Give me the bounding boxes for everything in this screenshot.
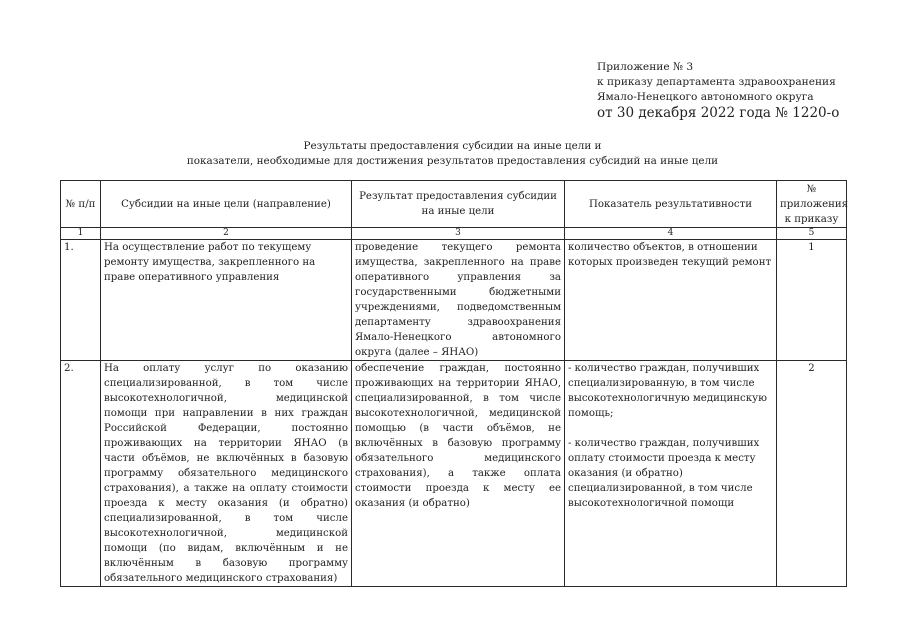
row-number: 2.	[61, 361, 101, 587]
row-indicator	[565, 361, 777, 587]
table-header-row	[61, 181, 847, 228]
row-direction: На оплату услуг по оказанию специализированной, в том числе высокотехнологичной, медицинской помощи при направлении в них граждан Российской Федерации, постоянно проживающих на территории ЯНАО (в части объёмов, не включённых в базовую программу обязательного медицинского страхования), а также на оплату стоимости проезда к месту оказания (и обратно) специализированной, в том числе высокотехнологичной, медицинской помощи (по видам, включённым и не включённым в базовую программу обязательного медицинского страхования)	[101, 361, 352, 587]
appendix-region: Ямало-Ненецкого автономного округа	[597, 91, 814, 103]
row-indicator	[565, 240, 777, 361]
column-number: 2	[101, 228, 352, 240]
title-line-1: Результаты предоставления субсидии на иные цели и	[303, 140, 602, 152]
column-number: 3	[352, 228, 565, 240]
appendix-order-date: от 30 декабря 2022 года № 1220-о	[597, 105, 840, 121]
column-numbers-row	[61, 228, 847, 240]
row-direction: На осуществление работ по текущему ремонту имущества, закрепленного на праве оперативного управления	[101, 240, 352, 361]
indicator-text: - количество граждан, получивших специализированную, в том числе высокотехнологичную медицинскую помощь;	[568, 363, 767, 419]
column-number: 5	[777, 228, 847, 240]
header-result: Результат предоставления субсидии на иные цели	[352, 181, 565, 228]
results-table	[60, 180, 847, 587]
title-line-2: показатели, необходимые для достижения результатов предоставления субсидий на иные цели	[186, 155, 719, 167]
row-number: 1.	[61, 240, 101, 361]
appendix-order-ref: к приказу департамента здравоохранения	[597, 76, 836, 88]
row-result: обеспечение граждан, постоянно проживающих на территории ЯНАО, специализированной, в том числе высокотехнологичной, медицинской помощью (в части объёмов, не включённых в базовую программу обязательного медицинского страхования), а также оплата стоимости проезда к месту ее оказания (и обратно)	[352, 361, 565, 587]
column-number: 1	[61, 228, 101, 240]
appendix-block	[597, 60, 897, 122]
row-result: проведение текущего ремонта имущества, закрепленного на праве оперативного управления за государственными бюджетными учреждениями, подведомственным департаменту здравоохранения Ямало-Ненецкого автономного округа (далее – ЯНАО)	[352, 240, 565, 361]
table-row	[61, 361, 847, 587]
document-title	[60, 139, 845, 169]
column-number: 4	[565, 228, 777, 240]
table-row	[61, 240, 847, 361]
indicator-text: количество объектов, в отношении которых произведен текущий ремонт	[568, 242, 772, 268]
header-direction: Субсидии на иные цели (направление)	[101, 181, 352, 228]
appendix-number: Приложение № 3	[597, 61, 694, 73]
header-indicator: Показатель результативности	[565, 181, 777, 228]
row-appendix-number: 1	[777, 240, 847, 361]
row-appendix-number: 2	[777, 361, 847, 587]
header-number: № п/п	[61, 181, 101, 228]
header-appendix-number: № приложения к приказу	[777, 181, 847, 228]
indicator-text: - количество граждан, получивших оплату стоимости проезда к месту оказания (и обратно) специализированной, в том числе высокотехнологичной помощи	[568, 438, 760, 509]
